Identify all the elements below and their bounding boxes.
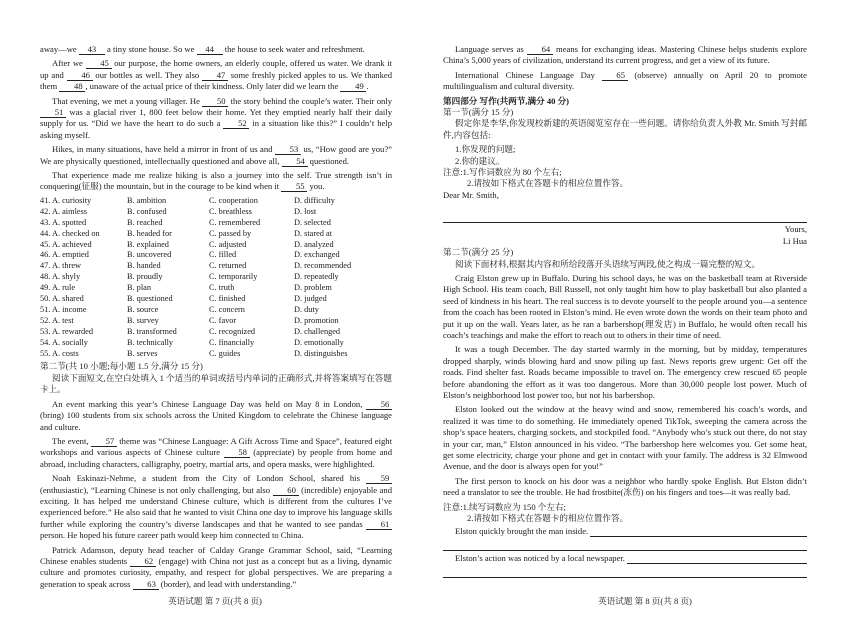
option-choice[interactable]: 43. A. spotted [40, 217, 87, 227]
option-row [40, 272, 392, 283]
option-choice[interactable]: 51. A. income [40, 304, 87, 314]
option-choice[interactable]: B. questioned [127, 294, 173, 304]
passage-paragraph-2 [40, 96, 392, 142]
part-4-title: 第四部分 写作(共两节,满分 40 分) [443, 95, 570, 106]
continuation-start-1 [443, 526, 807, 537]
option-choice[interactable]: C. recognized [209, 326, 256, 336]
option-choice[interactable]: 50. A. shared [40, 294, 84, 304]
passage-text: means for exchanging ideas. Mastering Chinese helps students explore China’s 5,000 years of civilization, understand its current progress, and get a view of its future. [443, 44, 807, 66]
answer-blank[interactable]: 43 [79, 45, 105, 55]
option-choice[interactable]: C. passed by [209, 228, 252, 238]
passage-text: That evening, we met a young villager. He [52, 95, 203, 106]
option-choice[interactable]: B. ambition [127, 195, 167, 205]
continuation-start-2-text: Elston’s action was noticed by a local newspaper. [455, 553, 625, 564]
option-choice[interactable]: B. serves [127, 348, 158, 358]
option-choice[interactable]: D. analyzed [294, 239, 334, 249]
passage-text: International Chinese Language Day [455, 69, 602, 80]
passage-text: (border), and lead with understanding.” [158, 578, 297, 589]
grammar-paragraph-1 [40, 399, 392, 433]
grammar-paragraph-2 [40, 436, 392, 470]
answer-blank[interactable]: 46 [67, 71, 93, 81]
passage-text: Patrick Adamson, deputy head teacher of Calday Grange Grammar School, said, “Learning Chinese enables students [40, 544, 392, 566]
answer-line [443, 213, 807, 223]
option-choice[interactable]: C. concern [209, 304, 245, 314]
answer-blank[interactable]: 47 [202, 71, 228, 81]
passage-text: us, “How good are you?” We are physically questioned, intellectually questioned and above all, [40, 144, 392, 166]
continuation-start-1-text: Elston quickly brought the man inside. [455, 526, 589, 537]
passage-text: some freshly picked apples to us. We thanked them [40, 69, 393, 92]
passage-text: (appreciate) by people from home and abroad, including characters, calligraphy, poetry, martial arts, and opera masks, were highlighted. [40, 447, 392, 469]
answer-blank[interactable]: 45 [86, 59, 112, 69]
section-2-title: 第二节(共 10 小题;每小题 1.5 分,满分 15 分) [40, 361, 203, 372]
option-choice[interactable]: D. problem [294, 283, 332, 293]
option-choice[interactable]: B. source [127, 304, 159, 314]
option-choice[interactable]: C. filled [209, 250, 237, 260]
writing-section-1-title: 第一节(满分 15 分) [443, 107, 514, 118]
passage-paragraph-1 [40, 58, 392, 92]
passage-text: Language serves as [455, 44, 527, 54]
option-choice[interactable]: D. emotionally [294, 337, 344, 347]
option-choice[interactable]: B. headed for [127, 228, 172, 238]
passage-text: our bottles as well. They also [92, 69, 203, 80]
answer-blank[interactable]: 49 [340, 82, 366, 92]
answer-blank[interactable]: 58 [224, 448, 250, 458]
writing-section-2-title: 第二节(满分 25 分) [443, 247, 514, 258]
option-choice[interactable]: 46. A. emptied [40, 250, 89, 260]
answer-blank[interactable]: 59 [366, 474, 392, 484]
writing-task-1: 假定你是李华,你发现校新建的英语阅览室存在一些问题。请你给负责人外教 Mr. Smith 写封邮件,内容包括: [443, 118, 807, 140]
option-row [40, 327, 392, 338]
answer-line [443, 568, 807, 578]
page-footer: 英语试题 第 7 页(共 8 页) [168, 596, 262, 606]
answer-line [443, 541, 807, 551]
answer-blank[interactable]: 50 [202, 97, 228, 107]
answer-blank[interactable]: 51 [40, 108, 66, 118]
passage-text: (observe) annually on April 20 to promote multilingualism and cultural diversity. [443, 69, 807, 92]
option-choice[interactable]: 41. A. curiosity [40, 195, 92, 205]
passage-text: away—we [40, 44, 79, 54]
answer-blank[interactable]: 63 [133, 580, 159, 590]
option-choice[interactable]: D. exchanged [294, 250, 340, 260]
option-row [40, 305, 392, 316]
option-choice[interactable]: C. finished [209, 294, 246, 304]
passage-paragraph-3 [40, 144, 392, 167]
option-choice[interactable]: D. repeatedly [294, 272, 339, 282]
option-choice[interactable]: D. duty [294, 304, 319, 314]
option-choice[interactable]: D. lost [294, 206, 317, 216]
passage-text: you. [307, 181, 325, 192]
option-choice[interactable]: B. confused [127, 206, 167, 216]
grammar-paragraph-4 [40, 545, 392, 591]
writing-note-2: 2.请按如下格式在答题卡的相应位置作答。 [467, 178, 629, 189]
answer-blank[interactable]: 57 [91, 437, 117, 447]
passage-text: Noah Eskinazi-Nehme, a student from the City of London School, shared his [52, 473, 366, 484]
grammar-paragraph-6 [443, 70, 807, 93]
option-row [40, 316, 392, 327]
option-choice[interactable]: D. selected [294, 217, 331, 227]
passage-text: was a glacial river 1, 800 feet below their home. Yet they emptied nearly half their daily supply for us. “Did we have the heart to do such a [40, 107, 392, 129]
cloze-options [40, 196, 392, 360]
passage-text: person. He hoped his future career path would keep him connected to China. [40, 530, 304, 541]
answer-line [627, 555, 807, 564]
letter-closing: Yours, [784, 224, 807, 235]
option-choice[interactable]: B. proudly [127, 272, 163, 282]
passage-text: (engage) with China not just as a concept but as a living, dynamic culture and promotes curiosity, empathy, and respect for global perspectives. We are preparing a generation to speak across [40, 555, 392, 589]
writing-note-1: 注意:1.写作词数应为 80 个左右; [443, 167, 562, 178]
option-choice[interactable]: D. stared at [294, 228, 333, 238]
option-choice[interactable]: 45. A. achieved [40, 239, 92, 249]
option-choice[interactable]: B. explained [127, 239, 169, 249]
option-choice[interactable]: B. handed [127, 261, 161, 271]
option-choice[interactable]: B. transformed [127, 326, 177, 336]
option-choice[interactable]: C. guides [209, 348, 241, 358]
story-paragraph-2: It was a tough December. The day started warmly in the morning, but by midday, temperatures dropped sharply, winds blowing hard and snow piling up fast. News reports grew urgent: Get off the roads. Find shelter fast. Roads became impossible to travel on. The emergency crew rescued 65 people before abandoning the effort as it was too dangerous. More than 30,000 people lost power. Much of Elston’s neighborhood lost power too, but not his barbershop. [443, 344, 807, 400]
option-choice[interactable]: C. financially [209, 337, 255, 347]
option-choice[interactable]: C. favor [209, 315, 237, 325]
continuation-note-1: 注意:1.续写词数应为 150 个左右; [443, 501, 566, 512]
option-choice[interactable]: C. truth [209, 283, 235, 293]
option-row [40, 261, 392, 272]
passage-text: The event, [52, 435, 91, 446]
answer-blank[interactable]: 56 [366, 400, 392, 410]
passage-text: Hikes, in many situations, have held a mirror in front of us and [52, 144, 275, 155]
option-row [40, 294, 392, 305]
story-paragraph-1: Craig Elston grew up in Buffalo. During his school days, he was on the basketball team at Riverside High School. His team coach, Bill Russell, not only taught him how to play basketball but also planted a seed of kindness in his heart. The real success is to devote yourself to the people around you—a sentence from the coach has been rooted in Elston’s mind. He even wrote down the words on their team photo and put it up on the wall. Years later, as he ran a barbershop(理发店) in Buffalo, he would often recall his coach’s teachings and make the effort to reach out to others in their time of need. [443, 272, 807, 340]
passage-text: in a situation like this?” I couldn’t help asking myself. [40, 118, 392, 140]
option-choice[interactable]: B. reached [127, 217, 163, 227]
passage-text: (bring) 100 students from six schools across the United Kingdom to celebrate the Chinese language and culture. [40, 410, 392, 432]
story-paragraph-3: Elston looked out the window at the heavy wind and snow, remembered his coach’s words, and realized it was time to do something. He immediately opened TikTok, sweeping the camera across the shop’s space heaters, charging sockets, and stockpiled food. “Anybody who’s stuck out there, do not stay in your car, man,” Elston announced in his video. “The barbershop here welcomes you. Get some heat, get some electricity, charge your phone and get in contact with your family. The address is 32 Elmwood Avenue, and the door is always open for you!” [443, 404, 807, 472]
page-8-content [443, 44, 807, 579]
option-choice[interactable]: 49. A. rule [40, 283, 76, 293]
option-choice[interactable]: 42. A. aimless [40, 206, 88, 216]
option-choice[interactable]: B. plan [127, 283, 151, 293]
option-row [40, 229, 392, 240]
letter-salutation: Dear Mr. Smith, [443, 189, 499, 200]
answer-blank[interactable]: 60 [273, 486, 299, 496]
option-choice[interactable]: C. returned [209, 261, 247, 271]
option-choice[interactable]: D. challenged [294, 326, 341, 336]
option-choice[interactable]: 44. A. checked on [40, 228, 100, 238]
option-choice[interactable]: D. recommended [294, 261, 352, 271]
option-choice[interactable]: D. judged [294, 294, 327, 304]
letter-signature: Li Hua [782, 235, 807, 246]
passage-text: (enthusiastic), “Learning Chinese is not only challenging, but also [40, 484, 273, 495]
option-choice[interactable]: C. adjusted [209, 239, 247, 249]
passage-text: a tiny stone house. So we [104, 44, 197, 54]
passage-paragraph-4 [40, 170, 392, 193]
option-row [40, 196, 392, 207]
answer-blank[interactable]: 61 [366, 520, 392, 530]
page-footer: 英语试题 第 8 页(共 8 页) [598, 596, 692, 606]
task-point-2: 2.你的建议。 [455, 155, 505, 166]
passage-text: (incredible) enjoyable and exciting. It has helped me understand Chinese culture, which is different from the cultures I’ve experienced before.” He also said that he wanted to visit China one day to improve his language skills further while exploring the country’s diverse landscapes and that he wanted to see pandas [40, 484, 392, 529]
section-2-instructions: 阅读下面短文,在空白处填入 1 个适当的单词或括号内单词的正确形式,并将答案填写在答题卡上。 [40, 372, 392, 395]
option-choice[interactable]: 52. A. test [40, 315, 74, 325]
answer-blank[interactable]: 64 [527, 45, 553, 55]
writing-task-2: 阅读下面材料,根据其内容和所给段落开头语续写两段,使之构成一篇完整的短文。 [455, 258, 761, 269]
passage-text: That experience made me realize hiking is also a journey into the self. True strength isn’t in conquering(征服) the mountain, but in the courage to be kind when it [40, 170, 392, 192]
answer-blank[interactable]: 65 [602, 71, 628, 81]
answer-blank[interactable]: 44 [197, 45, 223, 55]
passage-text: . [366, 81, 369, 92]
answer-blank[interactable]: 55 [281, 182, 307, 192]
option-choice[interactable]: 53. A. rewarded [40, 326, 93, 336]
passage-text: theme was “Chinese Language: A Gift Across Time and Space”, featured eight workshops and various aspects of Chinese culture [40, 435, 392, 458]
continuation-note-2: 2.请按如下格式在答题卡的相应位置作答。 [467, 513, 629, 524]
continuation-start-2 [443, 553, 807, 564]
passage-text: An event marking this year’s Chinese Language Day was held on May 8 in London, [52, 398, 366, 409]
option-row [40, 338, 392, 349]
answer-line [590, 528, 807, 537]
option-row [40, 218, 392, 229]
option-row [40, 349, 392, 360]
passage-text: , unaware of the actual price of their kindness. Only later did we learn the [85, 81, 341, 92]
option-choice[interactable]: D. distinguishes [294, 348, 348, 358]
option-row [40, 250, 392, 261]
passage-text: the house to seek water and refreshment. [222, 44, 365, 54]
passage-text: After we [52, 58, 86, 69]
option-choice[interactable]: D. difficulty [294, 195, 335, 205]
answer-blank[interactable]: 52 [223, 119, 249, 129]
option-choice[interactable]: B. survey [127, 315, 159, 325]
page-8 [430, 0, 860, 622]
option-choice[interactable]: 55. A. costs [40, 348, 79, 358]
option-choice[interactable]: B. uncovered [127, 250, 172, 260]
option-row [40, 207, 392, 218]
answer-blank[interactable]: 48 [59, 82, 85, 92]
option-row [40, 283, 392, 294]
option-choice[interactable]: 47. A. threw [40, 261, 82, 271]
answer-blank[interactable]: 53 [275, 145, 301, 155]
task-point-1: 1.你发现的问题; [455, 144, 516, 155]
option-choice[interactable]: 54. A. socially [40, 337, 88, 347]
story-paragraph-4: The first person to knock on his door was a neighbor who hardly spoke English. But Elston didn’t need a translator to see the trouble. He had frostbite(冻伤) on his fingers and toes—it was really bad. [443, 475, 807, 498]
option-choice[interactable]: C. cooperation [209, 195, 258, 205]
option-choice[interactable]: 48. A. shyly [40, 272, 81, 282]
passage-text: our purpose, the home owners, an elderly couple, offered us water. We drank it up and [40, 58, 393, 80]
answer-blank[interactable]: 62 [130, 557, 156, 567]
passage-intro [40, 44, 392, 55]
option-row [40, 240, 392, 251]
answer-blank[interactable]: 54 [282, 157, 308, 167]
option-choice[interactable]: C. remembered [209, 217, 261, 227]
option-choice[interactable]: D. promotion [294, 315, 339, 325]
grammar-paragraph-5 [443, 44, 807, 67]
option-choice[interactable]: C. breathless [209, 206, 252, 216]
page-7-content [40, 44, 392, 593]
option-choice[interactable]: C. temporarily [209, 272, 258, 282]
grammar-paragraph-3 [40, 473, 392, 541]
passage-text: the story behind the couple’s water. Their only [228, 95, 392, 106]
option-choice[interactable]: B. technically [127, 337, 174, 347]
passage-text: questioned. [307, 155, 350, 166]
